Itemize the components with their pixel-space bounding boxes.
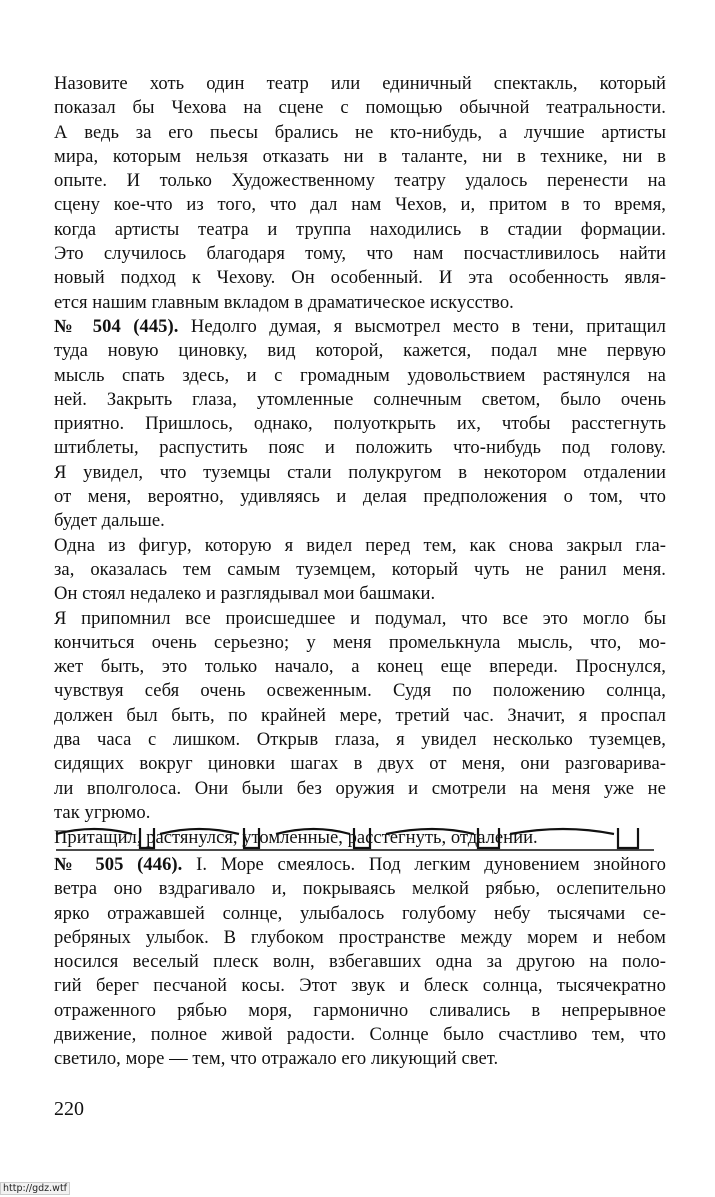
text-line: приятно. Пришлось, однако, полуоткрыть их, чтобы расстегнуть	[54, 413, 666, 435]
text-line: сидящих вокруг циновки шагах в двух от меня, они разговарива-	[54, 753, 666, 775]
text-line: мысль спать здесь, и с громадным удовольствием растянулся на	[54, 364, 666, 386]
text-line: Я припомнил все происшедшее и подумал, что все это могло бы	[54, 607, 666, 629]
text-line: А ведь за его пьесы брались не кто-нибудь, а лучшие артисты	[54, 121, 666, 143]
text-line: отраженного рябью моря, гармонично сливались в непрерывное	[54, 999, 666, 1021]
word-separator: ,	[136, 827, 142, 848]
word-separator: ,	[441, 827, 447, 848]
ending-box-mark	[618, 828, 638, 848]
text-line: ней. Закрыть глаза, утомленные солнечным светом, было очень	[54, 388, 666, 410]
task-number: № 505 (446).	[54, 854, 183, 875]
text-line: Это случилось благодаря тому, что нам посчастливилось найти	[54, 243, 666, 265]
text-line: Назовите хоть один театр или единичный спектакль, который	[54, 73, 666, 94]
text-line: два часа с лишком. Открыв глаза, я увидел несколько туземцев,	[54, 729, 666, 751]
task-505	[54, 853, 666, 1072]
analyzed-word: расстегнуть	[347, 827, 442, 848]
text-line: Он стоял недалеко и разглядывал мои башмаки.	[54, 583, 436, 605]
text-line: туда новую циновку, вид которой, кажется, подал мне первую	[54, 340, 666, 362]
text-line: кончиться очень серьезно; у меня промелькнула мысль, что, мо-	[54, 631, 666, 653]
word-analysis-line	[54, 826, 666, 850]
text-line: светило, море — тем, что отражало его ликующий свет.	[54, 1048, 499, 1070]
word-separator: ,	[338, 827, 343, 848]
analyzed-word: утомленные	[242, 827, 339, 848]
text-line: движение, полное живой радости. Солнце было счастливо тем, что	[54, 1024, 666, 1046]
analyzed-word: Притащил	[54, 827, 137, 848]
text-line: чувствуя себя очень освеженным. Судя по положению солнца,	[54, 680, 666, 702]
text-line: Одна из фигур, которую я видел перед тем, как снова закрыл гла-	[54, 534, 666, 556]
line-end: .	[533, 827, 538, 848]
text-line: будет дальше.	[54, 510, 165, 532]
analyzed-word: отдалении	[450, 827, 534, 848]
text-line: Я увидел, что туземцы стали полукругом в некотором отдалении	[54, 461, 666, 483]
text-line: от меня, вероятно, удивляясь и делая предположения о том, что	[54, 486, 666, 508]
text-line: за, оказалась тем самым туземцем, который чуть не ранил меня.	[54, 558, 666, 580]
text-line: когда артисты театра и труппа находились в стадии формации.	[54, 218, 666, 240]
task-504-heading-line	[54, 315, 666, 339]
text-line: должен был быть, по крайней мере, третий час. Значит, я проспал	[54, 704, 666, 726]
text-line: гий берег песчаной косы. Этот звук и блеск солнца, тысячекратно	[54, 975, 666, 997]
page-number: 220	[54, 1098, 84, 1120]
text-line: Недолго думая, я высмотрел место в тени, притащил	[190, 315, 666, 337]
text-line: ветра оно вздрагивало и, покрываясь мелкой рябью, ослепительно	[54, 878, 666, 900]
text-line: мира, которым нельзя отказать ни в таланте, ни в технике, ни в	[54, 145, 666, 167]
word-separator: ,	[232, 827, 238, 848]
watermark-link[interactable]: http://gdz.wtf	[0, 1182, 70, 1195]
task-number: № 504 (445).	[54, 315, 179, 337]
paragraph-intro	[54, 72, 666, 825]
analyzed-word: растянул	[146, 827, 217, 848]
text-line: опыте. И только Художественному театру удалось перенести на	[54, 170, 666, 192]
text-line: штиблеты, распустить пояс и положить что-нибудь под голову.	[54, 437, 666, 459]
text-line: I. Море смеялось. Под легким дуновением знойного	[196, 854, 667, 875]
task-505-heading-line	[54, 853, 666, 877]
text-line: ребряных улыбок. В глубоком пространстве между морем и небом	[54, 926, 666, 948]
text-line: новый подход к Чехову. Он особенный. И эта особенность явля-	[54, 267, 666, 289]
text-line: ли вполголоса. Они были без оружия и смотрели на меня уже не	[54, 777, 666, 799]
text-line: так угрюмо.	[54, 801, 151, 823]
text-line: ется нашим главным вкладом в драматическое искусство.	[54, 291, 514, 313]
text-line: жет быть, это только начало, а конец еще впереди. Проснулся,	[54, 656, 666, 678]
text-line: носился веселый плеск волн, взбегавших одна за другою на поло-	[54, 951, 666, 973]
text-line: сцену кое-что из того, что дал нам Чехов, и, притом в то время,	[54, 194, 666, 216]
text-line: показал бы Чехова на сцене с помощью обычной театральности.	[54, 97, 666, 119]
analyzed-word-suffix: ся	[216, 827, 233, 848]
text-line: ярко отражавшей солнце, улыбалось голубому небу тысячами се-	[54, 902, 666, 924]
